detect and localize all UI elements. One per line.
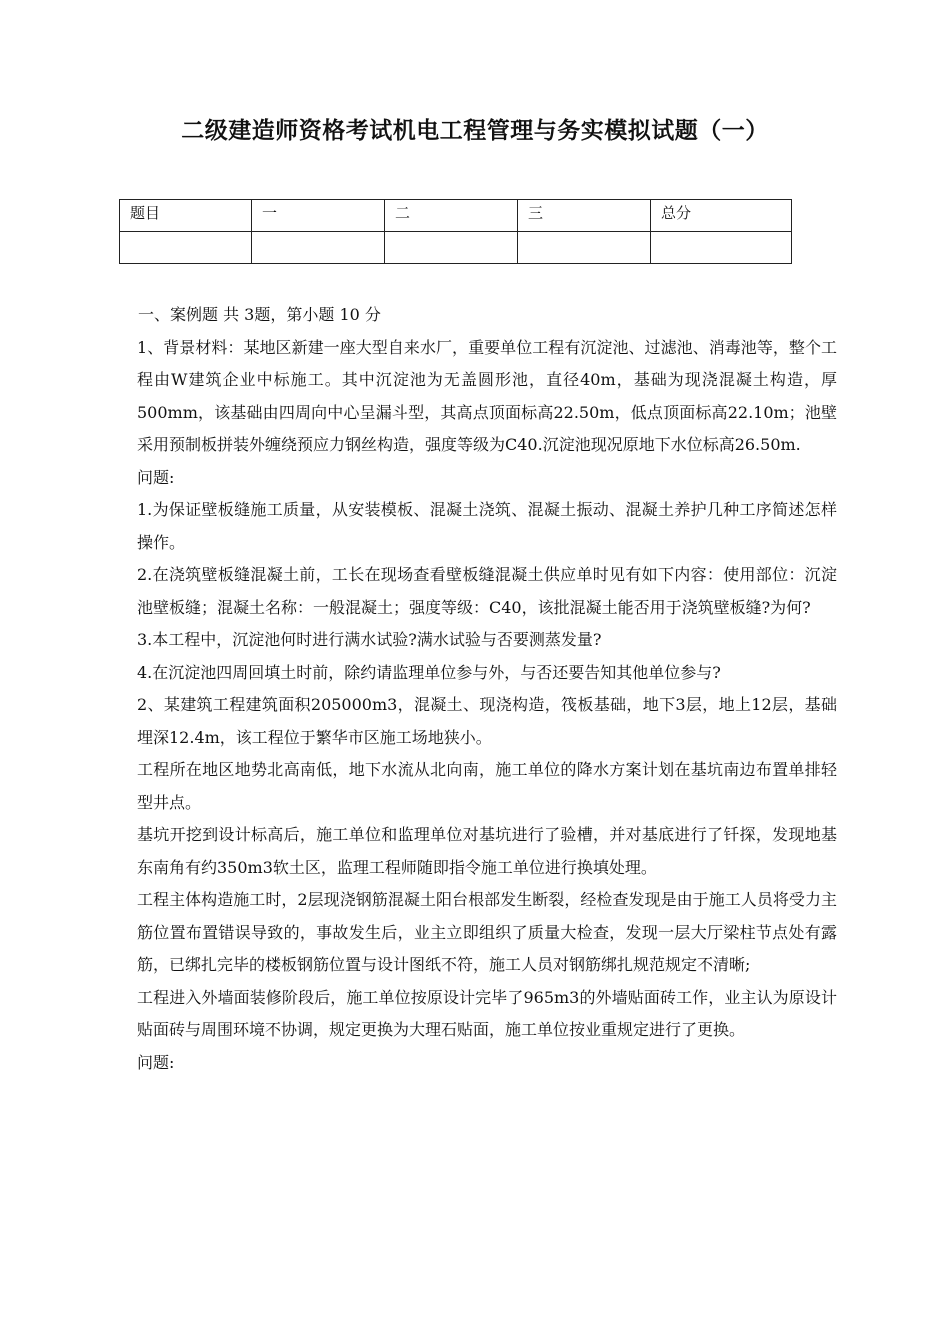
score-header-cell: 题目 — [120, 200, 252, 232]
case2-paragraph-4: 工程主体构造施工时，2层现浇钢筋混凝土阳台根部发生断裂，经检查发现是由于施工人员将受力主筋位置布置错误导致的，事故发生后，业主立即组织了质量大检查，发现一层大厅梁柱节点处有露筋，已绑扎完毕的楼板钢筋位置与设计图纸不符，施工人员对钢筋绑扎规范规定不清晰; — [137, 890, 837, 974]
case2-paragraph-1: 2、某建筑工程建筑面积205000m3，混凝土、现浇构造，筏板基础，地下3层，地上12层，基础埋深12.4m，该工程位于繁华市区施工场地狭小。 — [137, 695, 837, 747]
case1-background: 1、背景材料：某地区新建一座大型自来水厂，重要单位工程有沉淀池、过滤池、消毒池等，整个工程由W建筑企业中标施工。其中沉淀池为无盖圆形池，直径40m，基础为现浇混凝土构造，厚500mm，该基础由四周向中心呈漏斗型，其高点顶面标高22.50m，低点顶面标高22.10m；池壁采用预制板拼装外缠绕预应力钢丝构造，强度等级为C40.沉淀池现况原地下水位标高26.50m. — [137, 337, 837, 454]
case2-paragraph-5: 工程进入外墙面装修阶段后，施工单位按原设计完毕了965m3的外墙贴面砖工作，业主认为原设计贴面砖与周围环境不协调，规定更换为大理石贴面，施工单位按业重规定进行了更换。 — [137, 987, 837, 1039]
score-value-cell — [651, 232, 792, 264]
score-header-cell: 二 — [385, 200, 518, 232]
case1-questions-label: 问题: — [137, 467, 175, 487]
case1-question-3: 3.本工程中，沉淀池何时进行满水试验?满水试验与否要测蒸发量? — [137, 630, 602, 649]
score-value-cell — [518, 232, 651, 264]
score-header-cell: 总分 — [651, 200, 792, 232]
case1-question-2: 2.在浇筑壁板缝混凝土前，工长在现场查看壁板缝混凝土供应单时见有如下内容：使用部位：沉淀池壁板缝；混凝土名称：一般混凝土；强度等级：C40，该批混凝土能否用于浇筑壁板缝?为何? — [137, 565, 837, 617]
score-table-value-row — [120, 232, 792, 264]
score-header-cell: 三 — [518, 200, 651, 232]
case2-questions-label: 问题: — [137, 1052, 175, 1072]
case1-question-4: 4.在沉淀池四周回填土时前，除约请监理单位参与外，与否还要告知其他单位参与? — [137, 662, 721, 682]
case2-paragraph-3: 基坑开挖到设计标高后，施工单位和监理单位对基坑进行了验槽，并对基底进行了钎探，发现地基东南角有约350m3软土区，监理工程师随即指令施工单位进行换填处理。 — [137, 825, 837, 877]
document-title: 二级建造师资格考试机电工程管理与务实模拟试题（一） — [181, 118, 769, 144]
document-body — [137, 299, 837, 1079]
score-table — [119, 199, 792, 264]
score-table-header-row — [120, 200, 792, 232]
score-value-cell — [120, 232, 252, 264]
section-heading: 一、案例题 共 3题，第小题 10 分 — [138, 305, 381, 324]
case2-paragraph-2: 工程所在地区地势北高南低，地下水流从北向南，施工单位的降水方案计划在基坑南边布置单排轻型井点。 — [137, 760, 837, 812]
case1-question-1: 1.为保证壁板缝施工质量，从安装模板、混凝土浇筑、混凝土振动、混凝土养护几种工序简述怎样操作。 — [137, 500, 837, 552]
score-value-cell — [252, 232, 385, 264]
score-header-cell: 一 — [252, 200, 385, 232]
score-value-cell — [385, 232, 518, 264]
